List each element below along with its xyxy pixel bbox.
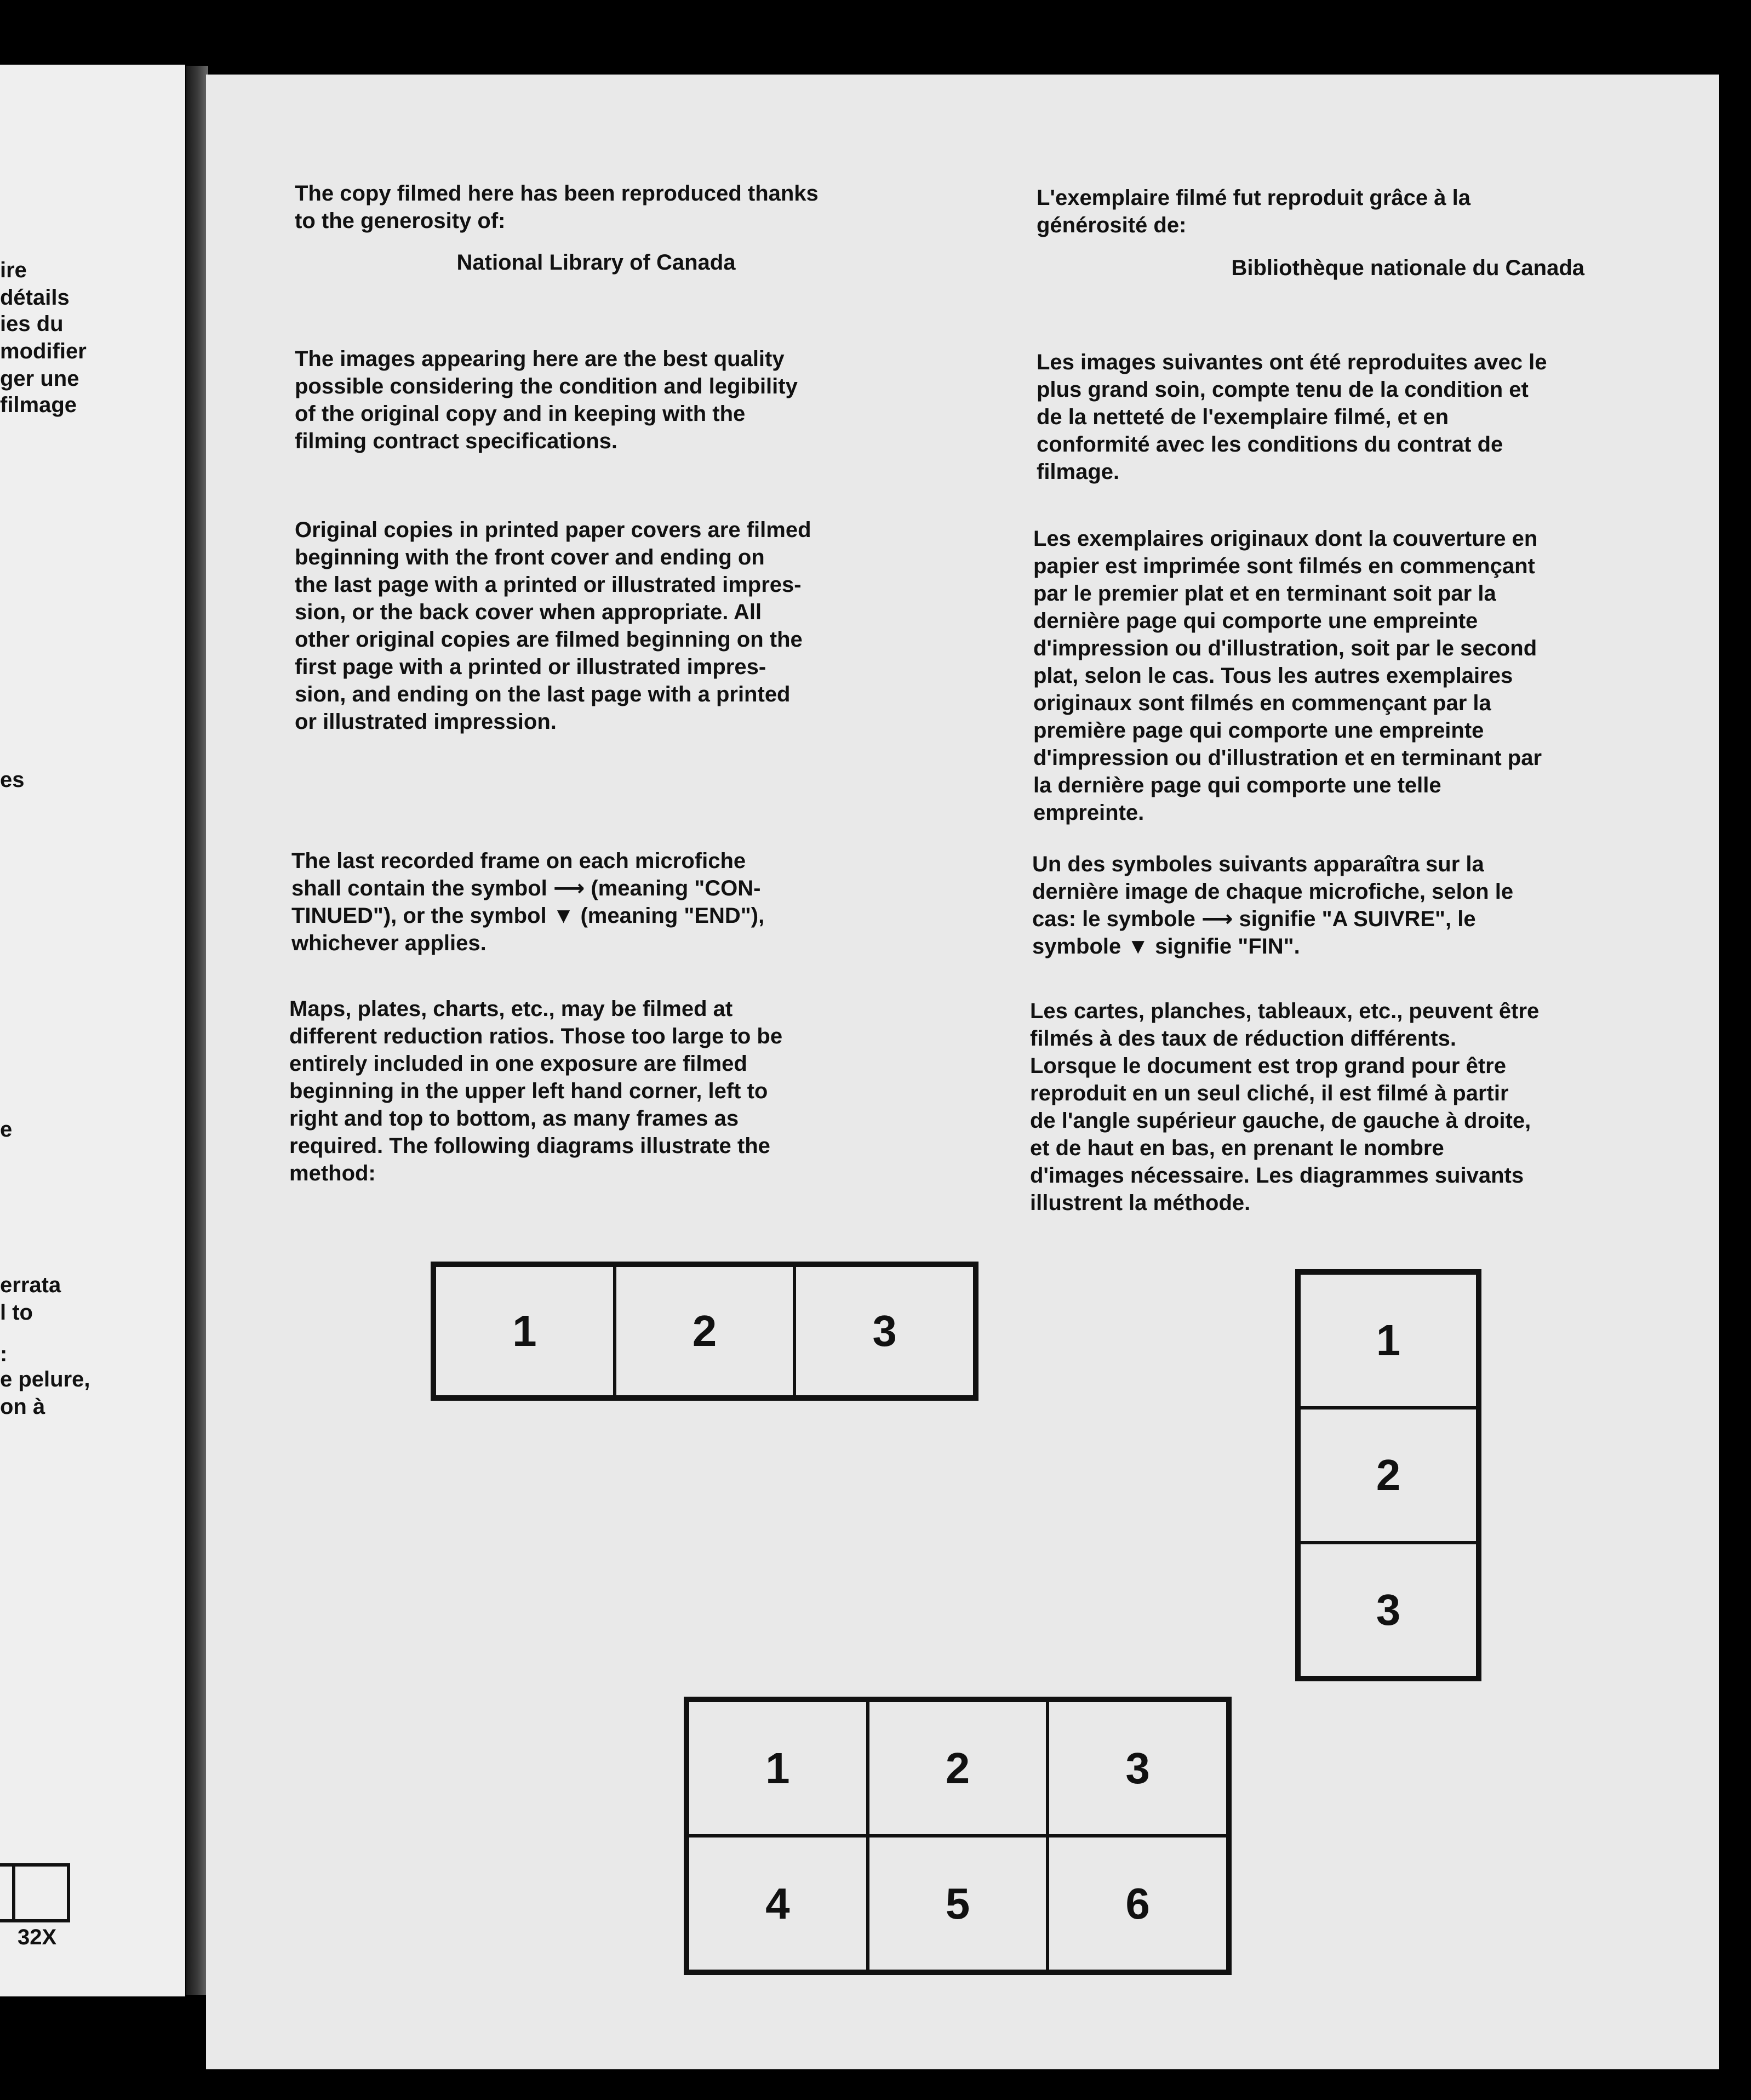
left-fragment: l to (0, 1300, 33, 1325)
left-fragment: e pelure, (0, 1367, 90, 1391)
diagram-frame: 1 (1299, 1273, 1478, 1408)
french-acknowledgement: L'exemplaire filmé fut reproduit grâce à la générosité de: (1037, 186, 1470, 237)
diagram-frame: 6 (1048, 1836, 1228, 1971)
left-fragment: e (0, 1117, 13, 1142)
left-fragment: filmage (0, 393, 77, 417)
resolution-target-box (0, 1863, 70, 1922)
french-covers-paragraph: Les exemplaires originaux dont la couverture en papier est imprimée sont filmés en commençant par le premier plat et en terminant soit par la dernière page qui comporte une empreinte d'impression ou d'illustration, soit par le second plat, selon le cas. Tous les autres exemplaires originaux sont filmés en commençant par la première page qui comporte une empreinte d'impression ou d'illustration et en terminant par la dernière page qui comporte une telle empreinte. (1033, 527, 1542, 825)
left-fragment: ger une (0, 367, 79, 391)
english-symbols-paragraph: The last recorded frame on each microfiche shall contain the symbol ⟶ (meaning "CON- TINUED"), or the symbol ▼ (meaning "END"), whichever applies. (291, 849, 765, 955)
left-fragment: on à (0, 1395, 45, 1419)
left-fragment: : (0, 1342, 8, 1366)
english-acknowledgement: The copy filmed here has been reproduced thanks to the generosity of: (295, 181, 819, 233)
diagram-frame: 1 (434, 1265, 615, 1397)
english-quality-paragraph: The images appearing here are the best quality possible considering the condition and legibility of the original copy and in keeping with the filming contract specifications. (295, 347, 798, 453)
diagram-frame: 2 (615, 1265, 795, 1397)
diagram-block (684, 1697, 1232, 1975)
resolution-target-divider (12, 1867, 15, 1919)
left-fragment: ies du (0, 312, 64, 336)
left-fragment: es (0, 768, 25, 792)
french-symbols-paragraph: Un des symboles suivants apparaîtra sur la dernière image de chaque microfiche, selon le cas: le symbole ⟶ signifie "A SUIVRE", le symbole ▼ signifie "FIN". (1032, 852, 1514, 958)
page-gutter-shadow (186, 66, 208, 1995)
french-maps-paragraph: Les cartes, planches, tableaux, etc., peuvent être filmés à des taux de réduction différents. Lorsque le document est trop grand pour être reproduit en un seul cliché, il est filmé à partir de l'angle supérieur gauche, de gauche à droite, et de haut en bas, en prenant le nombre d'images nécessaire. Les diagrammes suivants illustrent la méthode. (1030, 999, 1540, 1215)
resolution-label: 32X (18, 1925, 57, 1949)
french-quality-paragraph: Les images suivantes ont été reproduites avec le plus grand soin, compte tenu de la condition et de la netteté de l'exemplaire filmé, et en conformité avec les conditions du contrat de filmage. (1037, 350, 1547, 484)
english-maps-paragraph: Maps, plates, charts, etc., may be filmed at different reduction ratios. Those too large to be entirely included in one exposure are filmed beginning in the upper left hand corner, left to right and top to bottom, as many frames as required. The following diagrams illustrate the method: (289, 997, 783, 1185)
diagram-frame: 2 (1299, 1408, 1478, 1543)
diagram-frame: 4 (688, 1836, 868, 1971)
left-page-fragment (0, 65, 185, 1996)
french-institution: Bibliothèque nationale du Canada (1231, 256, 1584, 280)
english-covers-paragraph: Original copies in printed paper covers are filmed beginning with the front cover and ending on the last page with a printed or illustrated impres- sion, or the back cover when appropriate. All other original copies are filmed beginning on the first page with a printed or illustrated impres- sion, and ending on the last page with a printed or illustrated impression. (295, 518, 811, 734)
diagram-frame: 3 (1299, 1543, 1478, 1677)
main-page (206, 75, 1719, 2069)
left-fragment: errata (0, 1273, 61, 1297)
diagram-frame: 5 (868, 1836, 1048, 1971)
diagram-frame: 3 (794, 1265, 975, 1397)
diagram-frame: 3 (1048, 1700, 1228, 1836)
left-fragment: modifier (0, 339, 87, 363)
left-fragment: détails (0, 286, 70, 310)
diagram-frame: 2 (868, 1700, 1048, 1836)
diagram-horizontal (431, 1262, 978, 1401)
diagram-frame: 1 (688, 1700, 868, 1836)
left-fragment: ire (0, 258, 27, 282)
english-institution: National Library of Canada (456, 250, 736, 275)
diagram-vertical (1295, 1269, 1481, 1681)
